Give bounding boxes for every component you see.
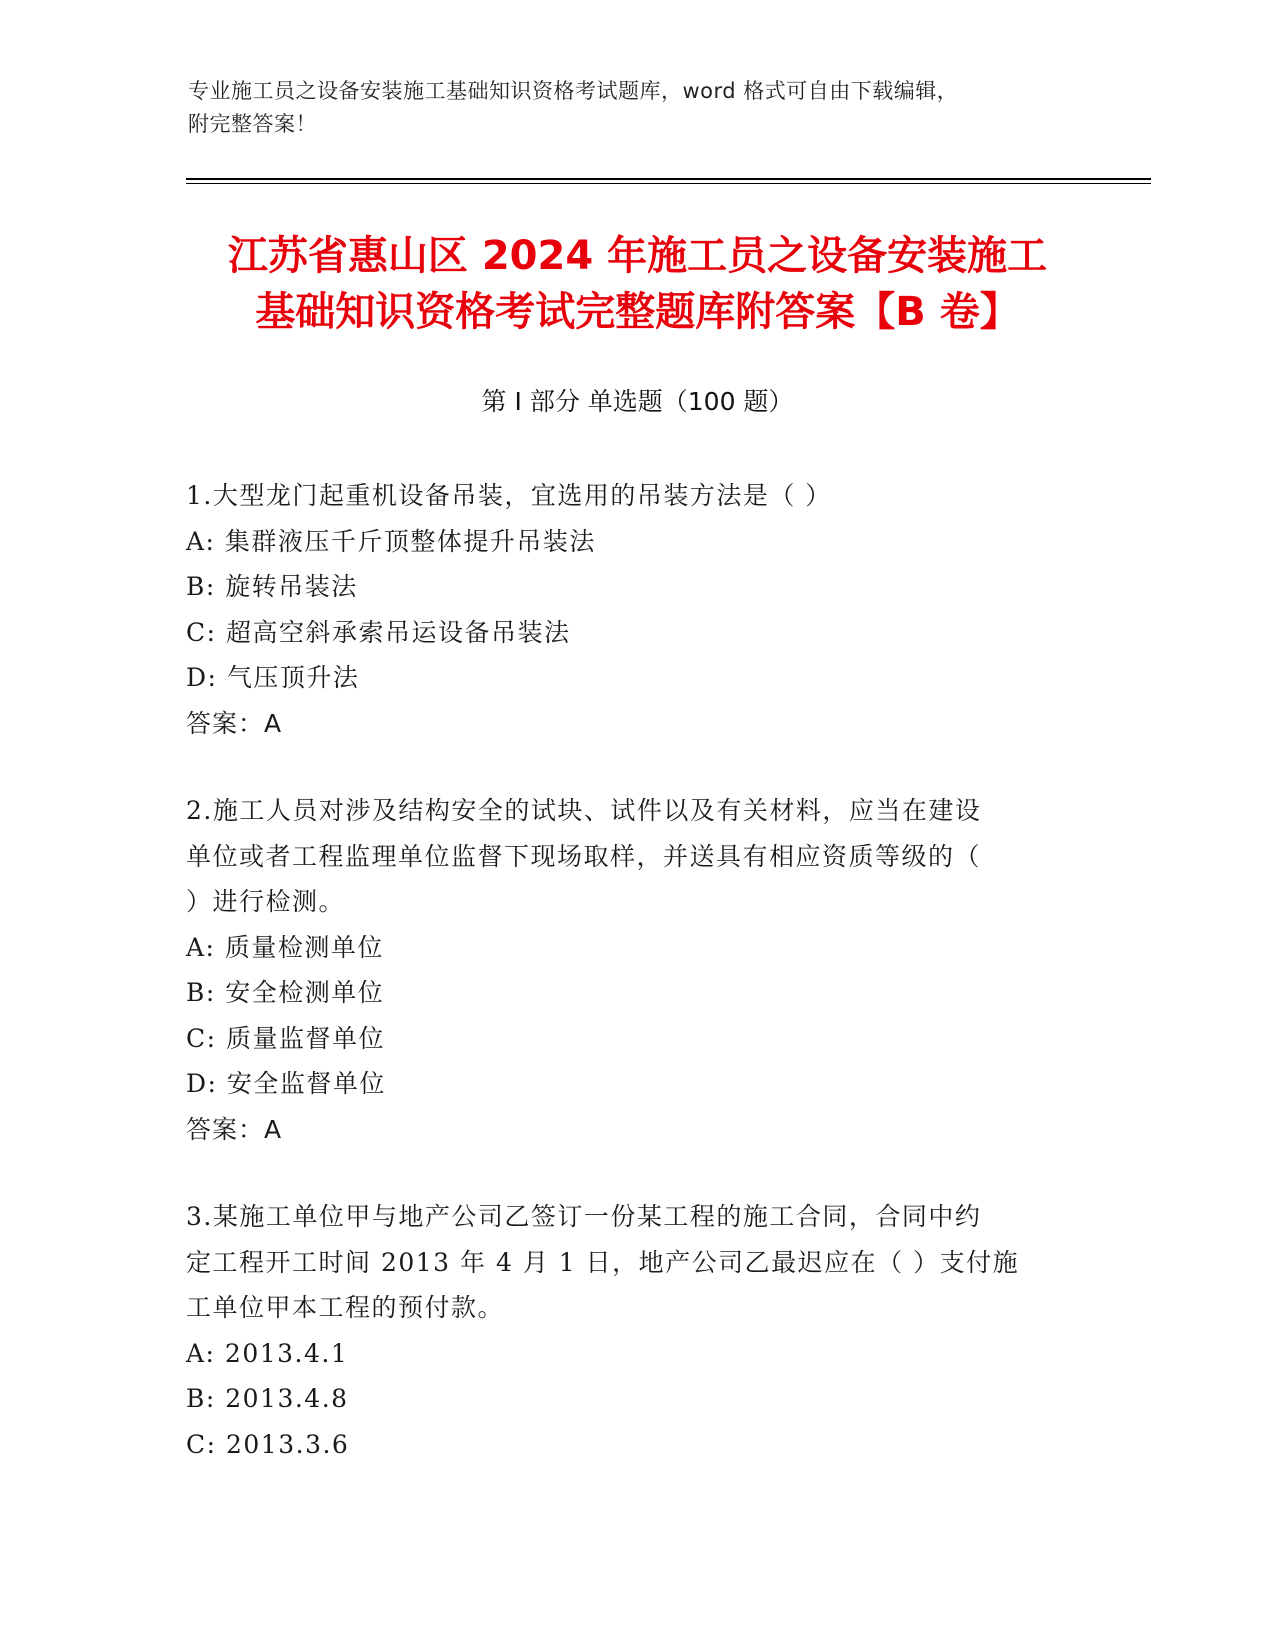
question-stem: 3.某施工单位甲与地产公司乙签订一份某工程的施工合同，合同中约: [186, 1202, 982, 1231]
header-rule-thick: [186, 178, 1151, 180]
option-c: C: 质量监督单位: [186, 1023, 385, 1053]
option-a: A: 2013.4.1: [186, 1338, 349, 1368]
option-a: A: 集群液压千斤顶整体提升吊装法: [186, 526, 596, 556]
header-rule-thin: [186, 183, 1151, 184]
header-note: [188, 75, 1068, 141]
option-b: B: 旋转吊装法: [186, 572, 358, 601]
header-note-line-1: 专业施工员之设备安装施工基础知识资格考试题库，word 格式可自由下载编辑，: [188, 79, 959, 103]
question-3: [186, 1194, 1076, 1467]
section-heading: 第 I 部分 单选题（100 题）: [481, 387, 794, 416]
option-c: C: 2013.3.6: [186, 1429, 350, 1459]
option-b: B: 2013.4.8: [186, 1384, 349, 1413]
answer: 答案：A: [186, 1114, 283, 1144]
question-list: [186, 473, 1076, 1509]
header-note-line-2: 附完整答案！: [188, 112, 317, 136]
question-stem: 定工程开工时间 2013 年 4 月 1 日，地产公司乙最迟应在（ ）支付施: [186, 1247, 1020, 1277]
question-stem: 2.施工人员对涉及结构安全的试块、试件以及有关材料，应当在建设: [186, 796, 982, 825]
option-a: A: 质量检测单位: [186, 932, 384, 962]
document-title-line-1: 江苏省惠山区 2024 年施工员之设备安装施工: [227, 233, 1048, 279]
question-stem: 工单位甲本工程的预付款。: [186, 1293, 505, 1322]
document-title: [0, 228, 1275, 340]
question-stem: 单位或者工程监理单位监督下现场取样，并送具有相应资质等级的（: [186, 841, 982, 871]
answer: 答案：A: [186, 708, 283, 738]
question-stem: 1.大型龙门起重机设备吊装，宜选用的吊装方法是（ ）: [186, 481, 832, 510]
option-b: B: 安全检测单位: [186, 978, 385, 1007]
option-c: C: 超高空斜承索吊运设备吊装法: [186, 617, 571, 647]
option-d: D: 安全监督单位: [186, 1069, 386, 1098]
document-title-line-2: 基础知识资格考试完整题库附答案【B 卷】: [255, 289, 1020, 335]
option-d: D: 气压顶升法: [186, 663, 360, 692]
question-2: [186, 788, 1076, 1152]
question-1: [186, 473, 1076, 746]
question-stem: ）进行检测。: [186, 887, 346, 916]
